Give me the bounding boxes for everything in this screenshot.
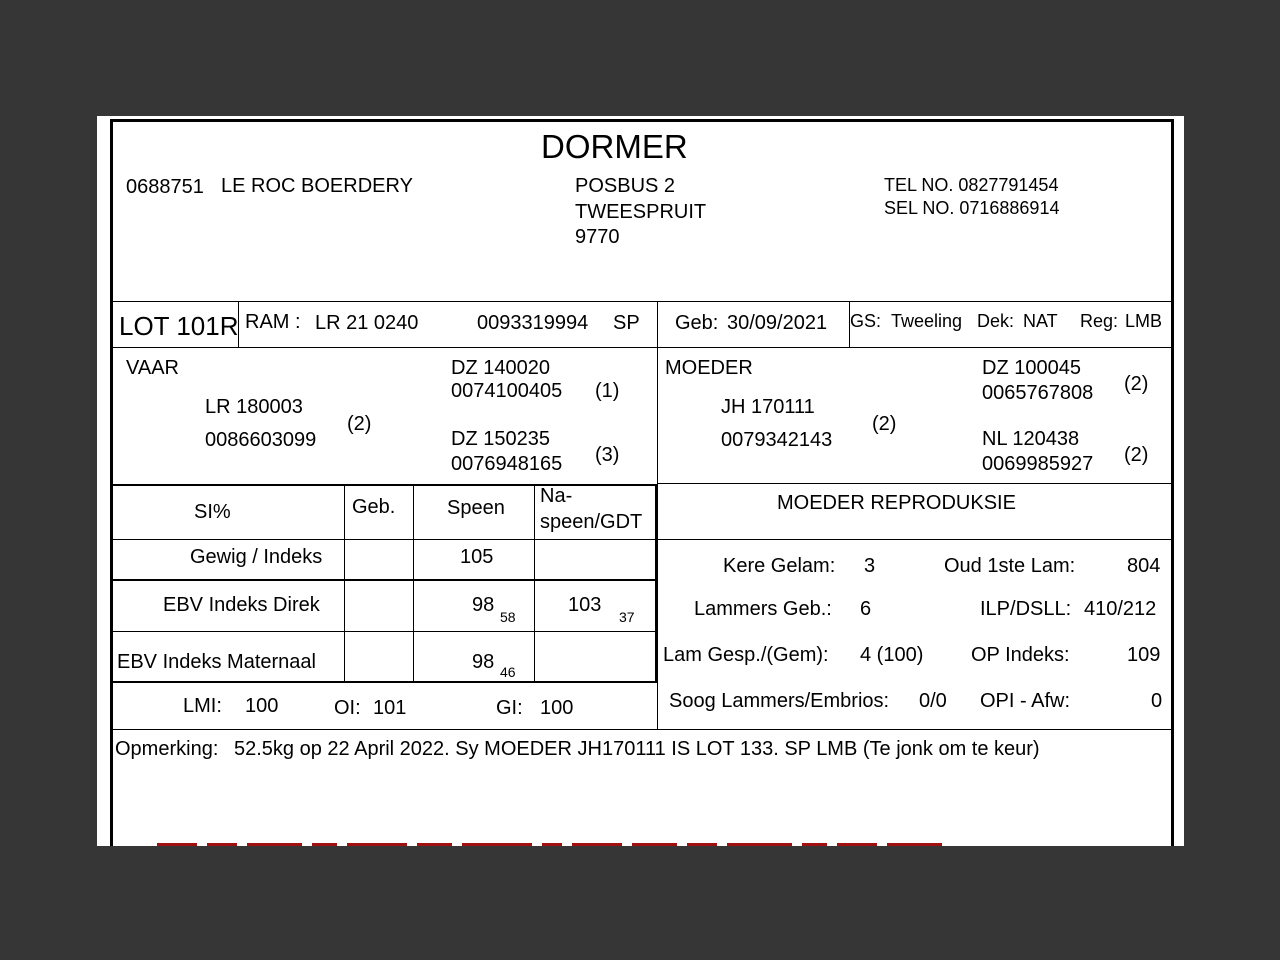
speen-value: 98 [472, 594, 495, 616]
owner-name: LE ROC BOERDERY [221, 175, 413, 197]
ilp-value: 410/212 [1084, 598, 1157, 620]
dam-grade: (2) [872, 413, 897, 435]
reg-label: Reg: [1080, 311, 1119, 331]
divider [657, 539, 1173, 540]
dam-id: JH 170111 [721, 396, 815, 418]
dam-sire-id: DZ 100045 [982, 357, 1081, 379]
speen-accuracy: 46 [500, 664, 516, 680]
sire-dam-grade: (3) [595, 444, 620, 466]
sire-dam-id: DZ 150235 [451, 428, 550, 450]
lammers-value: 6 [860, 598, 872, 620]
kere-label: Kere Gelam: [723, 555, 836, 577]
gesp-label: Lam Gesp./(Gem): [663, 644, 829, 666]
opi-label: OPI - Afw: [980, 690, 1071, 712]
divider [113, 579, 656, 581]
frame-top [110, 119, 1174, 122]
lot-number: LOT 101R [119, 311, 239, 341]
sire-sire-number: 0074100405 [451, 380, 563, 402]
breed-title: DORMER [541, 128, 688, 165]
naspeen-header-1: Na- [540, 485, 573, 507]
tel-number: TEL NO. 0827791454 [884, 175, 1059, 195]
sire-id: LR 180003 [205, 396, 303, 418]
gs-value: Tweeling [891, 311, 963, 331]
divider [534, 484, 535, 682]
opi-value: 0 [1151, 690, 1163, 712]
vaar-label: VAAR [126, 357, 179, 379]
ram-id: LR 21 0240 [315, 312, 419, 334]
soog-value: 0/0 [919, 690, 947, 712]
oud-value: 804 [1127, 555, 1161, 577]
reg-value: LMB [1125, 311, 1163, 331]
ram-grade: SP [613, 312, 640, 334]
owner-id: 0688751 [126, 176, 204, 198]
sire-sire-id: DZ 140020 [451, 357, 550, 379]
si-header: SI% [194, 501, 231, 523]
ilp-label: ILP/DSLL: [980, 598, 1072, 620]
speen-accuracy: 58 [500, 609, 516, 625]
dek-label: Dek: [977, 311, 1015, 331]
birth-label: Geb: [675, 312, 719, 334]
oi-value: 101 [373, 697, 407, 719]
divider [113, 681, 658, 683]
dam-dam-grade: (2) [1124, 444, 1149, 466]
birth-date: 30/09/2021 [727, 312, 828, 334]
dam-dam-number: 0069985927 [982, 453, 1094, 475]
lmi-value: 100 [245, 695, 279, 717]
gs-label: GS: [850, 311, 882, 331]
soog-label: Soog Lammers/Embrios: [669, 690, 890, 712]
row-label: EBV Indeks Direk [163, 594, 320, 616]
lot-card [97, 116, 1184, 846]
gi-value: 100 [540, 697, 574, 719]
divider [413, 484, 414, 682]
remark-text: 52.5kg op 22 April 2022. Sy MOEDER JH170111 IS LOT 133. SP LMB (Te jonk om te keur) [234, 738, 1040, 760]
sire-number: 0086603099 [205, 429, 317, 451]
gesp-value: 4 (100) [860, 644, 924, 666]
op-label: OP Indeks: [971, 644, 1070, 666]
speen-header: Speen [447, 497, 505, 519]
oi-label: OI: [334, 697, 361, 719]
sire-grade: (2) [347, 413, 372, 435]
repro-title: MOEDER REPRODUKSIE [777, 492, 1016, 514]
dam-sire-grade: (2) [1124, 373, 1149, 395]
op-value: 109 [1127, 644, 1161, 666]
address-line-2: TWEESPRUIT [575, 201, 707, 223]
speen-value: 98 [472, 651, 495, 673]
naspeen-accuracy: 37 [619, 609, 635, 625]
divider [113, 729, 1173, 730]
gi-label: GI: [496, 697, 523, 719]
naspeen-header-2: speen/GDT [540, 511, 643, 533]
speen-value: 105 [460, 546, 494, 568]
dam-number: 0079342143 [721, 429, 833, 451]
divider [344, 484, 345, 682]
frame-left [110, 119, 113, 846]
oud-label: Oud 1ste Lam: [944, 555, 1076, 577]
address-line-1: POSBUS 2 [575, 175, 676, 197]
divider [113, 631, 656, 632]
naspeen-value: 103 [568, 594, 602, 616]
sel-number: SEL NO. 0716886914 [884, 198, 1060, 218]
row-label: EBV Indeks Maternaal [117, 651, 316, 673]
dam-sire-number: 0065767808 [982, 382, 1094, 404]
lmi-label: LMI: [183, 695, 222, 717]
address-line-3: 9770 [575, 226, 620, 248]
ram-number: 0093319994 [477, 312, 589, 334]
lammers-label: Lammers Geb.: [694, 598, 832, 620]
sire-sire-grade: (1) [595, 380, 620, 402]
divider [657, 483, 1173, 484]
divider [113, 347, 1173, 348]
clipped-red-text [157, 843, 1117, 846]
sire-dam-number: 0076948165 [451, 453, 563, 475]
remark-label: Opmerking: [115, 738, 219, 760]
divider [113, 301, 1173, 302]
divider [657, 301, 658, 729]
dek-value: NAT [1023, 311, 1058, 331]
divider [113, 484, 657, 486]
geb-header: Geb. [352, 496, 396, 518]
dam-dam-id: NL 120438 [982, 428, 1080, 450]
divider [113, 539, 656, 540]
kere-value: 3 [864, 555, 876, 577]
row-label: Gewig / Indeks [190, 546, 323, 568]
divider [655, 484, 657, 682]
ram-label: RAM : [245, 311, 301, 333]
moeder-label: MOEDER [665, 357, 753, 379]
